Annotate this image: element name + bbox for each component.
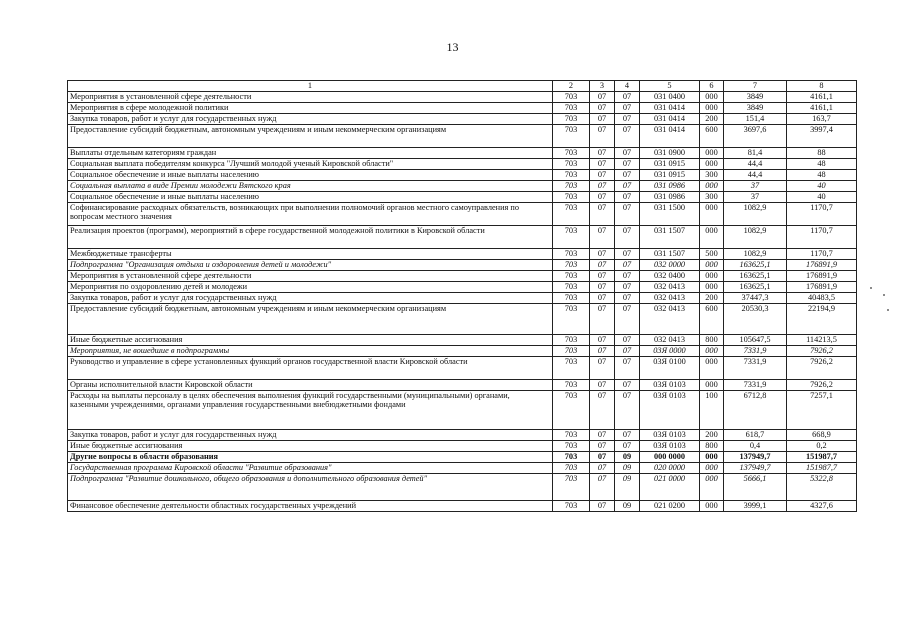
scan-speck [870, 287, 872, 289]
expense-type-cell: 000 [700, 345, 724, 356]
ministry-code-cell: 703 [553, 462, 590, 473]
target-code-cell: 020 0000 [640, 462, 700, 473]
target-code-cell: 032 0000 [640, 259, 700, 270]
table-row [68, 356, 857, 379]
section-code-cell: 07 [590, 345, 615, 356]
ministry-code-cell: 703 [553, 248, 590, 259]
subsection-code-cell: 09 [615, 462, 640, 473]
amount-2015-cell: 40 [787, 191, 857, 202]
amount-2015-cell: 1170,7 [787, 202, 857, 225]
ministry-code-cell: 703 [553, 113, 590, 124]
section-code-cell: 07 [590, 225, 615, 248]
section-code-cell: 07 [590, 356, 615, 379]
table-row [68, 169, 857, 180]
item-name-cell: Иные бюджетные ассигнования [68, 440, 553, 451]
subsection-code-cell: 07 [615, 356, 640, 379]
amount-2015-cell: 176891,9 [787, 259, 857, 270]
target-code-cell: 031 1507 [640, 248, 700, 259]
amount-2015-cell: 151987,7 [787, 462, 857, 473]
item-name-cell: Социальное обеспечение и иные выплаты населению [68, 191, 553, 202]
amount-2014-cell: 105647,5 [724, 334, 787, 345]
subsection-code-cell: 07 [615, 147, 640, 158]
expense-type-cell: 000 [700, 462, 724, 473]
ministry-code-cell: 703 [553, 259, 590, 270]
section-code-cell: 07 [590, 102, 615, 113]
subsection-code-cell: 07 [615, 303, 640, 334]
item-name-cell: Выплаты отдельным категориям граждан [68, 147, 553, 158]
amount-2014-cell: 3697,6 [724, 124, 787, 147]
subsection-code-cell: 07 [615, 102, 640, 113]
section-code-cell: 07 [590, 303, 615, 334]
target-code-cell: 032 0400 [640, 270, 700, 281]
header-cell: 2 [553, 81, 590, 92]
amount-2015-cell: 0,2 [787, 440, 857, 451]
expense-type-cell: 000 [700, 91, 724, 102]
amount-2015-cell: 163,7 [787, 113, 857, 124]
item-name-cell: Закупка товаров, работ и услуг для государственных нужд [68, 429, 553, 440]
amount-2015-cell: 668,9 [787, 429, 857, 440]
scan-specks [868, 285, 892, 315]
item-name-cell: Социальное обеспечение и иные выплаты населению [68, 169, 553, 180]
expense-type-cell: 200 [700, 429, 724, 440]
amount-2014-cell: 151,4 [724, 113, 787, 124]
item-name-cell: Другие вопросы в области образования [68, 451, 553, 462]
amount-2015-cell: 7926,2 [787, 379, 857, 390]
expense-type-cell: 500 [700, 248, 724, 259]
page-number: 13 [446, 40, 459, 54]
amount-2014-cell: 618,7 [724, 429, 787, 440]
item-name-cell: Закупка товаров, работ и услуг для государственных нужд [68, 292, 553, 303]
expense-type-cell: 000 [700, 202, 724, 225]
subsection-code-cell: 07 [615, 440, 640, 451]
amount-2014-cell: 81,4 [724, 147, 787, 158]
table-row [68, 500, 857, 511]
expense-type-cell: 300 [700, 191, 724, 202]
amount-2014-cell: 7331,9 [724, 345, 787, 356]
target-code-cell: 032 0413 [640, 281, 700, 292]
amount-2015-cell: 1170,7 [787, 248, 857, 259]
amount-2015-cell: 48 [787, 169, 857, 180]
subsection-code-cell: 07 [615, 202, 640, 225]
section-code-cell: 07 [590, 147, 615, 158]
amount-2015-cell: 40483,5 [787, 292, 857, 303]
amount-2014-cell: 137949,7 [724, 451, 787, 462]
ministry-code-cell: 703 [553, 473, 590, 500]
item-name-cell: Органы исполнительной власти Кировской области [68, 379, 553, 390]
item-name-cell: Реализация проектов (программ), мероприятий в сфере государственной молодежной политики в Кировской области [68, 225, 553, 248]
table-row [68, 334, 857, 345]
item-name-cell: Мероприятия, не вошедшие в подпрограммы [68, 345, 553, 356]
expense-type-cell: 000 [700, 102, 724, 113]
item-name-cell: Мероприятия в установленной сфере деятельности [68, 270, 553, 281]
expense-type-cell: 000 [700, 281, 724, 292]
target-code-cell: 031 0414 [640, 124, 700, 147]
amount-2014-cell: 44,4 [724, 169, 787, 180]
subsection-code-cell: 07 [615, 248, 640, 259]
target-code-cell: 031 1500 [640, 202, 700, 225]
section-code-cell: 07 [590, 440, 615, 451]
subsection-code-cell: 09 [615, 473, 640, 500]
section-code-cell: 07 [590, 158, 615, 169]
amount-2015-cell: 3997,4 [787, 124, 857, 147]
target-code-cell: 000 0000 [640, 451, 700, 462]
target-code-cell: 031 0900 [640, 147, 700, 158]
expense-type-cell: 000 [700, 158, 724, 169]
table-row [68, 248, 857, 259]
ministry-code-cell: 703 [553, 451, 590, 462]
amount-2014-cell: 0,4 [724, 440, 787, 451]
table-row [68, 473, 857, 500]
amount-2014-cell: 1082,9 [724, 225, 787, 248]
table-row [68, 429, 857, 440]
expense-type-cell: 200 [700, 113, 724, 124]
amount-2014-cell: 5666,1 [724, 473, 787, 500]
section-code-cell: 07 [590, 91, 615, 102]
subsection-code-cell: 07 [615, 379, 640, 390]
item-name-cell: Руководство и управление в сфере установленных функций органов государственной власти Кировской области [68, 356, 553, 379]
table-header-row [68, 81, 857, 92]
expense-type-cell: 600 [700, 124, 724, 147]
target-code-cell: 03Я 0100 [640, 356, 700, 379]
subsection-code-cell: 07 [615, 334, 640, 345]
amount-2014-cell: 37 [724, 180, 787, 191]
item-name-cell: Финансовое обеспечение деятельности областных государственных учреждений [68, 500, 553, 511]
section-code-cell: 07 [590, 113, 615, 124]
amount-2014-cell: 6712,8 [724, 390, 787, 429]
amount-2015-cell: 7257,1 [787, 390, 857, 429]
subsection-code-cell: 07 [615, 124, 640, 147]
section-code-cell: 07 [590, 191, 615, 202]
target-code-cell: 031 0414 [640, 102, 700, 113]
expense-type-cell: 000 [700, 379, 724, 390]
section-code-cell: 07 [590, 248, 615, 259]
expense-type-cell: 600 [700, 303, 724, 334]
expense-type-cell: 000 [700, 259, 724, 270]
item-name-cell: Предоставление субсидий бюджетным, автономным учреждениям и иным некоммерческим организациям [68, 124, 553, 147]
section-code-cell: 07 [590, 281, 615, 292]
item-name-cell: Государственная программа Кировской области "Развитие образования" [68, 462, 553, 473]
table-row [68, 102, 857, 113]
ministry-code-cell: 703 [553, 169, 590, 180]
table-row [68, 451, 857, 462]
ministry-code-cell: 703 [553, 191, 590, 202]
section-code-cell: 07 [590, 473, 615, 500]
table-row [68, 390, 857, 429]
subsection-code-cell: 07 [615, 281, 640, 292]
amount-2014-cell: 1082,9 [724, 248, 787, 259]
expense-type-cell: 800 [700, 334, 724, 345]
amount-2015-cell: 151987,7 [787, 451, 857, 462]
amount-2014-cell: 37 [724, 191, 787, 202]
section-code-cell: 07 [590, 379, 615, 390]
item-name-cell: Софинансирование расходных обязательств, возникающих при выполнении полномочий органов местного самоуправления по вопросам местного значения [68, 202, 553, 225]
ministry-code-cell: 703 [553, 379, 590, 390]
header-cell: 1 [68, 81, 553, 92]
amount-2014-cell: 3849 [724, 91, 787, 102]
table-row [68, 180, 857, 191]
expense-type-cell: 300 [700, 169, 724, 180]
table-row [68, 379, 857, 390]
subsection-code-cell: 07 [615, 180, 640, 191]
ministry-code-cell: 703 [553, 334, 590, 345]
item-name-cell: Мероприятия в сфере молодежной политики [68, 102, 553, 113]
section-code-cell: 07 [590, 124, 615, 147]
subsection-code-cell: 09 [615, 451, 640, 462]
budget-table [67, 80, 857, 512]
table-row [68, 124, 857, 147]
amount-2014-cell: 7331,9 [724, 356, 787, 379]
amount-2014-cell: 163625,1 [724, 259, 787, 270]
subsection-code-cell: 07 [615, 259, 640, 270]
item-name-cell: Социальная выплата победителям конкурса "Лучший молодой ученый Кировской области" [68, 158, 553, 169]
expense-type-cell: 000 [700, 473, 724, 500]
ministry-code-cell: 703 [553, 270, 590, 281]
amount-2015-cell: 88 [787, 147, 857, 158]
table-row [68, 225, 857, 248]
target-code-cell: 03Я 0103 [640, 379, 700, 390]
header-cell: 4 [615, 81, 640, 92]
item-name-cell: Подпрограмма "Развитие дошкольного, общего образования и дополнительного образования детей" [68, 473, 553, 500]
subsection-code-cell: 07 [615, 429, 640, 440]
header-cell: 6 [700, 81, 724, 92]
amount-2014-cell: 44,4 [724, 158, 787, 169]
target-code-cell: 031 1507 [640, 225, 700, 248]
target-code-cell: 021 0000 [640, 473, 700, 500]
expense-type-cell: 200 [700, 292, 724, 303]
table-row [68, 462, 857, 473]
amount-2014-cell: 163625,1 [724, 281, 787, 292]
target-code-cell: 031 0986 [640, 180, 700, 191]
ministry-code-cell: 703 [553, 102, 590, 113]
amount-2015-cell: 4161,1 [787, 102, 857, 113]
expense-type-cell: 800 [700, 440, 724, 451]
section-code-cell: 07 [590, 451, 615, 462]
ministry-code-cell: 703 [553, 225, 590, 248]
ministry-code-cell: 703 [553, 303, 590, 334]
ministry-code-cell: 703 [553, 180, 590, 191]
item-name-cell: Мероприятия в установленной сфере деятельности [68, 91, 553, 102]
subsection-code-cell: 07 [615, 158, 640, 169]
amount-2014-cell: 163625,1 [724, 270, 787, 281]
item-name-cell: Иные бюджетные ассигнования [68, 334, 553, 345]
target-code-cell: 031 0915 [640, 169, 700, 180]
amount-2015-cell: 176891,9 [787, 281, 857, 292]
ministry-code-cell: 703 [553, 345, 590, 356]
table-row [68, 113, 857, 124]
table-row [68, 191, 857, 202]
expense-type-cell: 000 [700, 451, 724, 462]
target-code-cell: 03Я 0103 [640, 429, 700, 440]
amount-2014-cell: 7331,9 [724, 379, 787, 390]
ministry-code-cell: 703 [553, 147, 590, 158]
amount-2015-cell: 40 [787, 180, 857, 191]
header-cell: 8 [787, 81, 857, 92]
amount-2015-cell: 5322,8 [787, 473, 857, 500]
table-row [68, 292, 857, 303]
scan-speck [887, 309, 889, 311]
amount-2014-cell: 1082,9 [724, 202, 787, 225]
expense-type-cell: 000 [700, 180, 724, 191]
section-code-cell: 07 [590, 390, 615, 429]
ministry-code-cell: 703 [553, 202, 590, 225]
section-code-cell: 07 [590, 180, 615, 191]
target-code-cell: 03Я 0103 [640, 440, 700, 451]
subsection-code-cell: 07 [615, 191, 640, 202]
target-code-cell: 021 0200 [640, 500, 700, 511]
section-code-cell: 07 [590, 462, 615, 473]
amount-2014-cell: 37447,3 [724, 292, 787, 303]
ministry-code-cell: 703 [553, 91, 590, 102]
amount-2014-cell: 3849 [724, 102, 787, 113]
ministry-code-cell: 703 [553, 124, 590, 147]
table-row [68, 440, 857, 451]
table-row [68, 345, 857, 356]
target-code-cell: 03Я 0000 [640, 345, 700, 356]
ministry-code-cell: 703 [553, 158, 590, 169]
section-code-cell: 07 [590, 429, 615, 440]
target-code-cell: 032 0413 [640, 303, 700, 334]
section-code-cell: 07 [590, 270, 615, 281]
subsection-code-cell: 09 [615, 500, 640, 511]
target-code-cell: 031 0414 [640, 113, 700, 124]
amount-2015-cell: 22194,9 [787, 303, 857, 334]
subsection-code-cell: 07 [615, 345, 640, 356]
amount-2015-cell: 48 [787, 158, 857, 169]
amount-2014-cell: 3999,1 [724, 500, 787, 511]
amount-2014-cell: 20530,3 [724, 303, 787, 334]
amount-2015-cell: 7926,2 [787, 356, 857, 379]
ministry-code-cell: 703 [553, 429, 590, 440]
amount-2015-cell: 1170,7 [787, 225, 857, 248]
target-code-cell: 032 0413 [640, 292, 700, 303]
expense-type-cell: 000 [700, 270, 724, 281]
subsection-code-cell: 07 [615, 225, 640, 248]
header-cell: 5 [640, 81, 700, 92]
expense-type-cell: 000 [700, 500, 724, 511]
table-row [68, 281, 857, 292]
item-name-cell: Предоставление субсидий бюджетным, автономным учреждениям и иным некоммерческим организациям [68, 303, 553, 334]
expense-type-cell: 000 [700, 147, 724, 158]
amount-2015-cell: 7926,2 [787, 345, 857, 356]
expense-type-cell: 000 [700, 356, 724, 379]
table-row [68, 91, 857, 102]
target-code-cell: 031 0915 [640, 158, 700, 169]
ministry-code-cell: 703 [553, 281, 590, 292]
table-row [68, 270, 857, 281]
subsection-code-cell: 07 [615, 292, 640, 303]
subsection-code-cell: 07 [615, 270, 640, 281]
section-code-cell: 07 [590, 259, 615, 270]
expense-type-cell: 000 [700, 225, 724, 248]
table-row [68, 202, 857, 225]
item-name-cell: Закупка товаров, работ и услуг для государственных нужд [68, 113, 553, 124]
target-code-cell: 03Я 0103 [640, 390, 700, 429]
amount-2014-cell: 137949,7 [724, 462, 787, 473]
expense-type-cell: 100 [700, 390, 724, 429]
item-name-cell: Расходы на выплаты персоналу в целях обеспечения выполнения функций государственными (муниципальными) органами, казенными учреждениями, органами управления государственными внебюджетными фондами [68, 390, 553, 429]
subsection-code-cell: 07 [615, 113, 640, 124]
header-cell: 3 [590, 81, 615, 92]
ministry-code-cell: 703 [553, 356, 590, 379]
subsection-code-cell: 07 [615, 390, 640, 429]
section-code-cell: 07 [590, 292, 615, 303]
item-name-cell: Межбюджетные трансферты [68, 248, 553, 259]
table-row [68, 259, 857, 270]
item-name-cell: Подпрограмма "Организация отдыха и оздоровления детей и молодежи" [68, 259, 553, 270]
ministry-code-cell: 703 [553, 390, 590, 429]
header-cell: 7 [724, 81, 787, 92]
section-code-cell: 07 [590, 334, 615, 345]
amount-2015-cell: 114213,5 [787, 334, 857, 345]
item-name-cell: Мероприятия по оздоровлению детей и молодежи [68, 281, 553, 292]
table-row [68, 303, 857, 334]
subsection-code-cell: 07 [615, 169, 640, 180]
target-code-cell: 032 0413 [640, 334, 700, 345]
target-code-cell: 031 0400 [640, 91, 700, 102]
ministry-code-cell: 703 [553, 500, 590, 511]
target-code-cell: 031 0986 [640, 191, 700, 202]
amount-2015-cell: 4327,6 [787, 500, 857, 511]
section-code-cell: 07 [590, 169, 615, 180]
subsection-code-cell: 07 [615, 91, 640, 102]
table-row [68, 147, 857, 158]
ministry-code-cell: 703 [553, 292, 590, 303]
amount-2015-cell: 176891,9 [787, 270, 857, 281]
section-code-cell: 07 [590, 202, 615, 225]
section-code-cell: 07 [590, 500, 615, 511]
ministry-code-cell: 703 [553, 440, 590, 451]
scan-speck [883, 294, 885, 296]
item-name-cell: Социальная выплата в виде Премии молодежи Вятского края [68, 180, 553, 191]
table-row [68, 158, 857, 169]
amount-2015-cell: 4161,1 [787, 91, 857, 102]
